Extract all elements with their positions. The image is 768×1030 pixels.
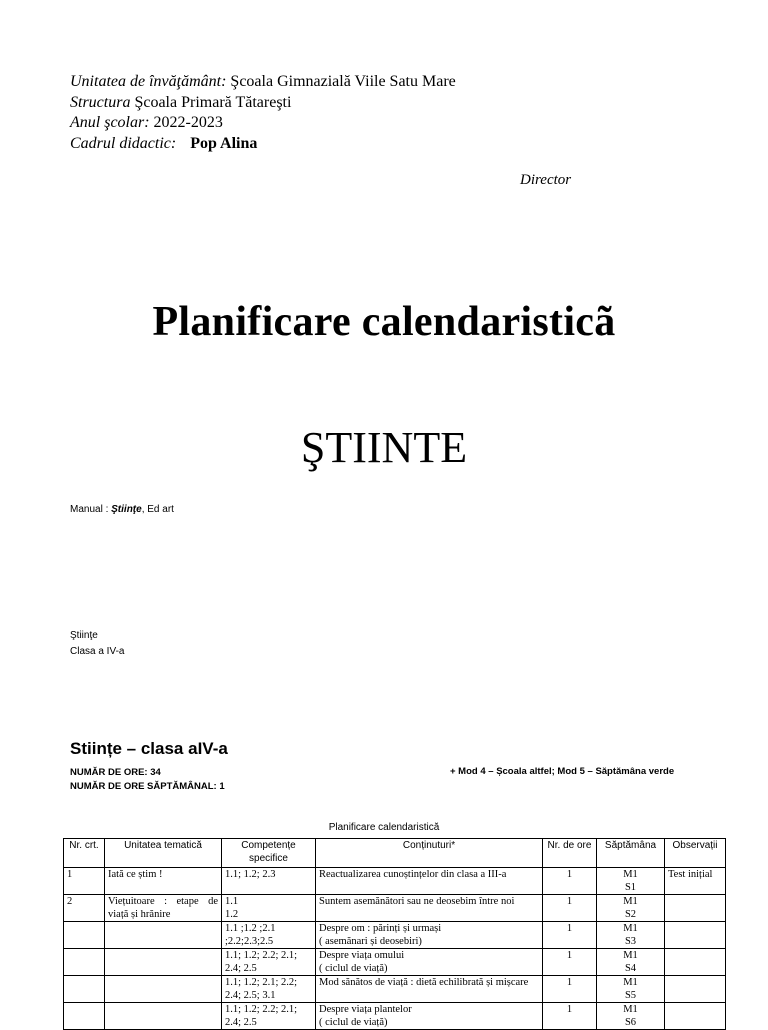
cell-unit: Viețuitoare : etape de viață și hrănire xyxy=(105,895,222,922)
col-header-contents: Conținuturi* xyxy=(316,839,543,868)
table-row xyxy=(64,976,726,1003)
structure-value: Şcoala Primară Tătareşti xyxy=(134,93,292,111)
table-row xyxy=(64,895,726,922)
teacher-label: Cadrul didactic: xyxy=(70,134,177,152)
cell-notes xyxy=(665,1003,726,1030)
school-unit-line xyxy=(70,72,456,93)
school-year-value: 2022-2023 xyxy=(153,114,223,131)
cell-nr: 2 xyxy=(64,895,105,922)
col-header-unit: Unitatea tematică xyxy=(105,839,222,868)
planning-table xyxy=(63,838,726,1030)
school-unit-value: Şcoala Gimnazială Viile Satu Mare xyxy=(230,73,456,90)
table-header-row xyxy=(64,839,726,868)
cell-competences: 1.1 1.2 xyxy=(222,895,316,922)
subject-title: ŞTIINTE xyxy=(300,423,468,472)
table-row xyxy=(64,949,726,976)
cell-notes xyxy=(665,976,726,1003)
cell-hours: 1 xyxy=(543,949,597,976)
cell-week: M1 S2 xyxy=(597,895,665,922)
table-row xyxy=(64,868,726,895)
section-title: Stiințe – clasa aIV-a xyxy=(70,739,228,758)
cell-hours: 1 xyxy=(543,868,597,895)
school-year-label: Anul şcolar: xyxy=(70,114,150,131)
cell-week: M1 S5 xyxy=(597,976,665,1003)
class-name: Clasa a IV-a xyxy=(70,646,125,657)
cell-nr: 1 xyxy=(64,868,105,895)
manual-line xyxy=(70,504,174,515)
cell-contents: Despre om : părinți și urmași ( asemănari și deosebiri) xyxy=(316,922,543,949)
cell-nr xyxy=(64,1003,105,1030)
cell-competences: 1.1; 1.2; 2.2; 2.1; 2.4; 2.5 xyxy=(222,1003,316,1030)
col-header-hours: Nr. de ore xyxy=(543,839,597,868)
cell-week: M1 S3 xyxy=(597,922,665,949)
table-caption: Planificare calendaristică xyxy=(328,822,440,833)
cell-notes xyxy=(665,949,726,976)
col-header-nr: Nr. crt. xyxy=(64,839,105,868)
school-unit-label: Unitatea de învăţământ: xyxy=(70,73,227,90)
col-header-week: Săptămâna xyxy=(597,839,665,868)
hours-info xyxy=(70,766,225,793)
cell-hours: 1 xyxy=(543,1003,597,1030)
teacher-name: Pop Alina xyxy=(190,134,258,152)
hours-weekly: NUMĂR DE ORE SĂPTĂMÂNAL: 1 xyxy=(70,780,225,792)
cell-notes xyxy=(665,922,726,949)
main-title: Planificare calendaristicã xyxy=(152,299,616,345)
school-year-line xyxy=(70,113,456,134)
cell-competences: 1.1; 1.2; 2.3 xyxy=(222,868,316,895)
modules-note: + Mod 4 – Școala altfel; Mod 5 – Săptămâna verde xyxy=(450,766,675,777)
cell-unit xyxy=(105,949,222,976)
cell-nr xyxy=(64,949,105,976)
cell-nr xyxy=(64,976,105,1003)
cell-hours: 1 xyxy=(543,976,597,1003)
school-header xyxy=(70,72,456,154)
cell-notes xyxy=(665,895,726,922)
cell-week: M1 S6 xyxy=(597,1003,665,1030)
structure-label: Structura xyxy=(70,93,131,111)
table-row xyxy=(64,922,726,949)
cell-hours: 1 xyxy=(543,922,597,949)
cell-competences: 1.1 ;1.2 ;2.1 ;2.2;2.3;2.5 xyxy=(222,922,316,949)
subject-block xyxy=(70,628,124,660)
table-row xyxy=(64,1003,726,1030)
structure-line xyxy=(70,93,456,114)
col-header-competences: Competențe specifice xyxy=(222,839,316,868)
director-label: Director xyxy=(520,172,572,188)
manual-label: Manual : xyxy=(70,504,109,515)
subject-name: Ştiinţe xyxy=(70,630,98,641)
cell-competences: 1.1; 1.2; 2.2; 2.1; 2.4; 2.5 xyxy=(222,949,316,976)
cell-unit xyxy=(105,922,222,949)
teacher-line xyxy=(70,134,456,155)
cell-notes: Test inițial xyxy=(665,868,726,895)
cell-unit: Iată ce știm ! xyxy=(105,868,222,895)
cell-contents: Suntem asemănători sau ne deosebim între noi xyxy=(316,895,543,922)
cell-competences: 1.1; 1.2; 2.1; 2.2; 2.4; 2.5; 3.1 xyxy=(222,976,316,1003)
cell-unit xyxy=(105,976,222,1003)
cell-contents: Mod sănătos de viață : dietă echilibrată și mișcare xyxy=(316,976,543,1003)
cell-hours: 1 xyxy=(543,895,597,922)
col-header-notes: Observații xyxy=(665,839,726,868)
hours-total: NUMĂR DE ORE: 34 xyxy=(70,767,161,778)
manual-publisher: , Ed art xyxy=(141,504,174,515)
cell-unit xyxy=(105,1003,222,1030)
cell-nr xyxy=(64,922,105,949)
cell-contents: Despre viața omului ( ciclul de viață) xyxy=(316,949,543,976)
cell-week: M1 S4 xyxy=(597,949,665,976)
cell-contents: Reactualizarea cunoștințelor din clasa a III-a xyxy=(316,868,543,895)
manual-title: Ştiinţe xyxy=(111,504,142,515)
cell-contents: Despre viața plantelor ( ciclul de viață) xyxy=(316,1003,543,1030)
cell-week: M1 S1 xyxy=(597,868,665,895)
